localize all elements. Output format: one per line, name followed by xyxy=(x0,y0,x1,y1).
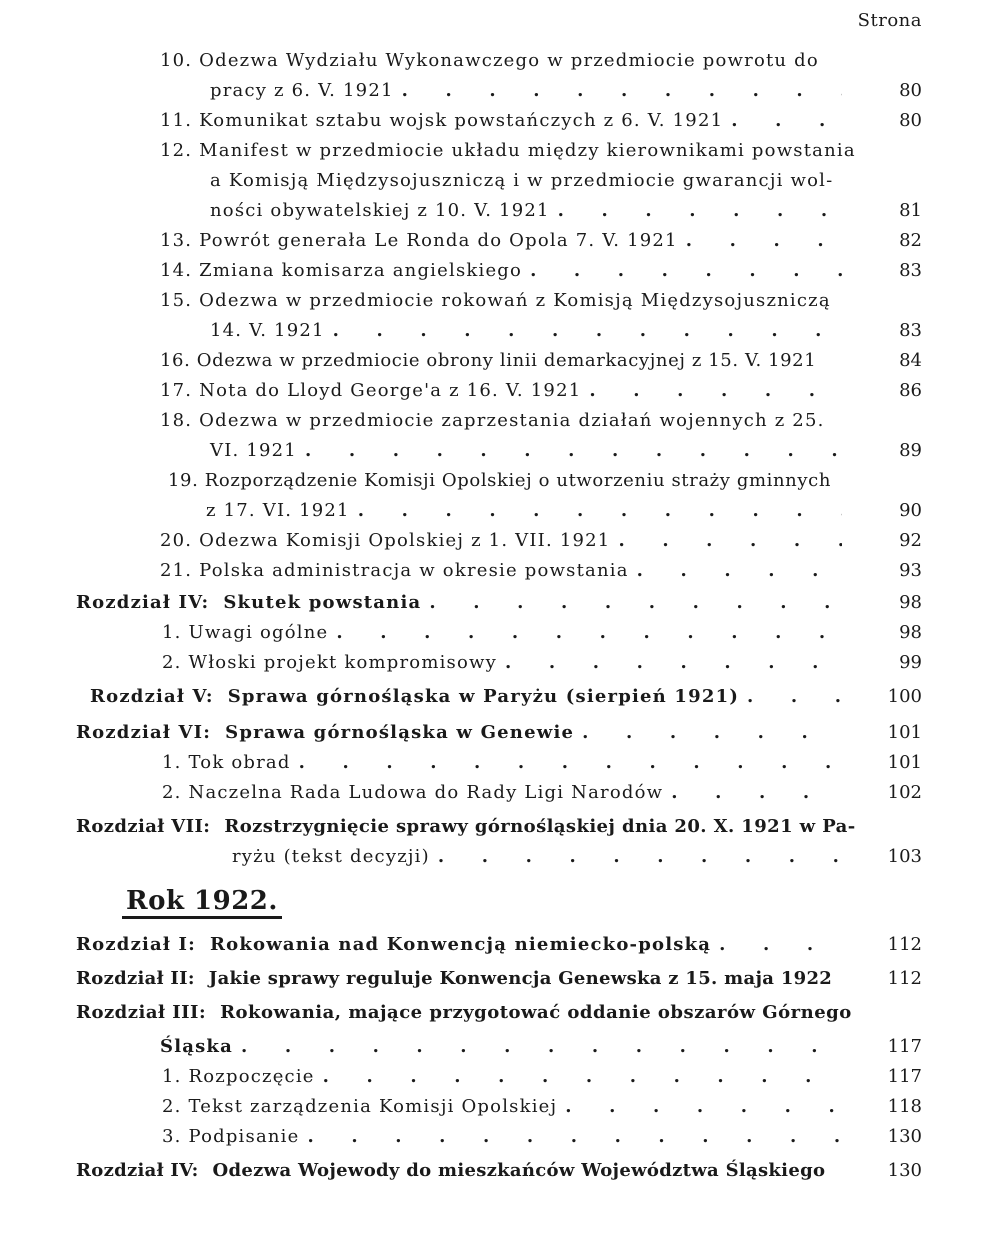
chapter-title: Sprawa górnośląska w Paryżu (sierpień 1921) xyxy=(227,686,740,707)
entry-text: 21. Polska administracja w okresie powstania xyxy=(160,560,629,581)
chapter-title: Rokowania nad Konwencją niemiecko-polską xyxy=(209,934,712,955)
chapter-label: Rozdział IV: xyxy=(76,592,210,613)
dot-leader xyxy=(358,500,842,521)
toc-line xyxy=(160,230,922,258)
page-number: 90 xyxy=(899,500,922,521)
chapter-title: Rozstrzygnięcie sprawy górnośląskiej dnia 20. X. 1921 w Pa- xyxy=(224,816,856,837)
page-number: 82 xyxy=(899,230,922,251)
dot-leader xyxy=(565,1096,842,1117)
page-number: 112 xyxy=(887,934,922,955)
entry-text: pracy z 6. V. 1921 xyxy=(210,80,394,101)
dot-leader xyxy=(336,622,842,643)
entry-text: 10. Odezwa Wydziału Wykonawczego w przedmiocie powrotu do xyxy=(160,50,819,71)
chapter-title: Rokowania, mające przygotować oddanie obszarów Górnego xyxy=(220,1002,852,1023)
chapter-label: Rozdział V: xyxy=(90,686,214,707)
dot-leader xyxy=(305,440,842,461)
entry-text xyxy=(76,592,421,613)
page-number: 98 xyxy=(899,592,922,613)
entry-text: 13. Powrót generała Le Ronda do Opola 7. V. 1921 xyxy=(160,230,678,251)
entry-text xyxy=(76,1160,825,1181)
page-number: 98 xyxy=(899,622,922,643)
entry-text: 12. Manifest w przedmiocie układu między kierownikami powstania xyxy=(160,140,856,161)
chapter-label: Rozdział VII: xyxy=(76,816,211,837)
page-number: 80 xyxy=(899,80,922,101)
toc-line xyxy=(232,846,922,874)
toc-line xyxy=(210,320,922,348)
entry-text xyxy=(90,686,739,707)
dot-leader xyxy=(308,1126,843,1147)
page-number: 83 xyxy=(899,320,922,341)
entry-text: z 17. VI. 1921 xyxy=(206,500,350,521)
toc-line xyxy=(160,380,922,408)
toc-line xyxy=(168,470,858,498)
dot-leader xyxy=(530,260,842,281)
toc-line xyxy=(160,110,922,138)
entry-text: a Komisją Międzysojuszniczą i w przedmiocie gwarancji wol- xyxy=(210,170,834,191)
toc-line xyxy=(162,782,922,810)
toc-line xyxy=(210,440,922,468)
toc-chapter-line xyxy=(76,722,922,750)
entry-text: 2. Naczelna Rada Ludowa do Rady Ligi Narodów xyxy=(162,782,664,803)
dot-leader xyxy=(323,1066,842,1087)
chapter-title: Odezwa Wojewody do mieszkańców Województwa Śląskiego xyxy=(212,1160,826,1181)
page-number: 130 xyxy=(887,1126,922,1147)
chapter-label: Rozdział I: xyxy=(76,934,196,955)
dot-leader xyxy=(429,592,842,613)
entry-text: 2. Włoski projekt kompromisowy xyxy=(162,652,498,673)
entry-text: ryżu (tekst decyzji) xyxy=(232,846,430,867)
entry-text: 16. Odezwa w przedmiocie obrony linii demarkacyjnej z 15. V. 1921 xyxy=(160,350,817,371)
entry-text: 15. Odezwa w przedmiocie rokowań z Komisją Międzysojuszniczą xyxy=(160,290,831,311)
toc-line xyxy=(162,652,922,680)
toc-line xyxy=(160,410,850,438)
toc-line xyxy=(162,1096,922,1124)
entry-text: 18. Odezwa w przedmiocie zaprzestania działań wojennych z 25. xyxy=(160,410,825,431)
page-number: 83 xyxy=(899,260,922,281)
entry-text: Śląska xyxy=(160,1036,233,1057)
page-number: 84 xyxy=(899,350,922,371)
chapter-title: Jakie sprawy reguluje Konwencja Genewska z 15. maja 1922 xyxy=(208,968,833,989)
dot-leader xyxy=(731,110,842,131)
toc-line xyxy=(160,50,850,78)
dot-leader xyxy=(719,934,842,955)
chapter-label: Rozdział II: xyxy=(76,968,195,989)
toc-line xyxy=(162,622,922,650)
page-column-header: Strona xyxy=(857,10,922,31)
entry-text: VI. 1921 xyxy=(210,440,297,461)
page-number: 86 xyxy=(899,380,922,401)
toc-line xyxy=(160,1036,922,1064)
dot-leader xyxy=(558,200,842,221)
toc-line xyxy=(160,530,922,558)
toc-chapter-line xyxy=(76,1002,850,1030)
dot-leader xyxy=(582,722,842,743)
dot-leader xyxy=(438,846,842,867)
dot-leader xyxy=(299,752,842,773)
dot-leader xyxy=(747,686,842,707)
dot-leader xyxy=(686,230,842,251)
toc-chapter-line xyxy=(76,816,856,844)
page-number: 80 xyxy=(899,110,922,131)
toc-line xyxy=(210,200,922,228)
page-number: 112 xyxy=(887,968,922,989)
entry-text: 3. Podpisanie xyxy=(162,1126,300,1147)
toc-line xyxy=(162,1126,922,1154)
entry-text: 2. Tekst zarządzenia Komisji Opolskiej xyxy=(162,1096,558,1117)
chapter-label: Rozdział III: xyxy=(76,1002,207,1023)
entry-text xyxy=(76,968,832,989)
page-number: 102 xyxy=(887,782,922,803)
dot-leader xyxy=(671,782,842,803)
dot-leader xyxy=(618,530,842,551)
entry-text: 1. Rozpoczęcie xyxy=(162,1066,315,1087)
page-number: 117 xyxy=(887,1036,922,1057)
page-number: 117 xyxy=(887,1066,922,1087)
page-number: 103 xyxy=(887,846,922,867)
toc-line xyxy=(206,500,922,528)
page-number: 99 xyxy=(899,652,922,673)
chapter-label: Rozdział VI: xyxy=(76,722,212,743)
entry-text xyxy=(76,816,856,837)
toc-line xyxy=(162,1066,922,1094)
entry-text: 14. Zmiana komisarza angielskiego xyxy=(160,260,523,281)
page-number: 101 xyxy=(887,722,922,743)
page-number: 93 xyxy=(899,560,922,581)
entry-text: 1. Tok obrad xyxy=(162,752,291,773)
toc-line xyxy=(160,290,850,318)
toc-chapter-line xyxy=(76,1160,922,1188)
entry-text: 11. Komunikat sztabu wojsk powstańczych z 6. V. 1921 xyxy=(160,110,724,131)
page-number: 89 xyxy=(899,440,922,461)
toc-chapter-line xyxy=(76,592,922,620)
entry-text xyxy=(76,1002,852,1023)
page-number: 81 xyxy=(899,200,922,221)
dot-leader xyxy=(402,80,842,101)
page-number: 92 xyxy=(899,530,922,551)
chapter-label: Rozdział IV: xyxy=(76,1160,199,1181)
toc-line xyxy=(210,80,922,108)
year-heading: Rok 1922. xyxy=(122,886,282,919)
toc-line xyxy=(160,140,856,168)
entry-text: 19. Rozporządzenie Komisji Opolskiej o utworzeniu straży gminnych xyxy=(168,470,832,491)
dot-leader xyxy=(505,652,842,673)
chapter-title: Sprawa górnośląska w Genewie xyxy=(225,722,575,743)
entry-text xyxy=(76,722,574,743)
entry-text xyxy=(76,934,711,955)
toc-line xyxy=(160,260,922,288)
entry-text: 17. Nota do Lloyd George'a z 16. V. 1921 xyxy=(160,380,582,401)
page-number: 101 xyxy=(887,752,922,773)
toc-line xyxy=(160,350,922,378)
entry-text: ności obywatelskiej z 10. V. 1921 xyxy=(210,200,550,221)
toc-chapter-line xyxy=(76,934,922,962)
dot-leader xyxy=(637,560,842,581)
dot-leader xyxy=(241,1036,842,1057)
toc-line xyxy=(162,752,922,780)
toc-line xyxy=(160,560,922,588)
page-number: 118 xyxy=(887,1096,922,1117)
entry-text: 20. Odezwa Komisji Opolskiej z 1. VII. 1921 xyxy=(160,530,611,551)
toc-chapter-line xyxy=(76,968,922,996)
dot-leader xyxy=(333,320,842,341)
dot-leader xyxy=(589,380,842,401)
chapter-title: Skutek powstania xyxy=(223,592,422,613)
entry-text: 14. V. 1921 xyxy=(210,320,325,341)
page-number: 100 xyxy=(887,686,922,707)
entry-text: 1. Uwagi ogólne xyxy=(162,622,329,643)
page-number: 130 xyxy=(887,1160,922,1181)
toc-chapter-line xyxy=(90,686,922,714)
toc-line xyxy=(210,170,850,198)
